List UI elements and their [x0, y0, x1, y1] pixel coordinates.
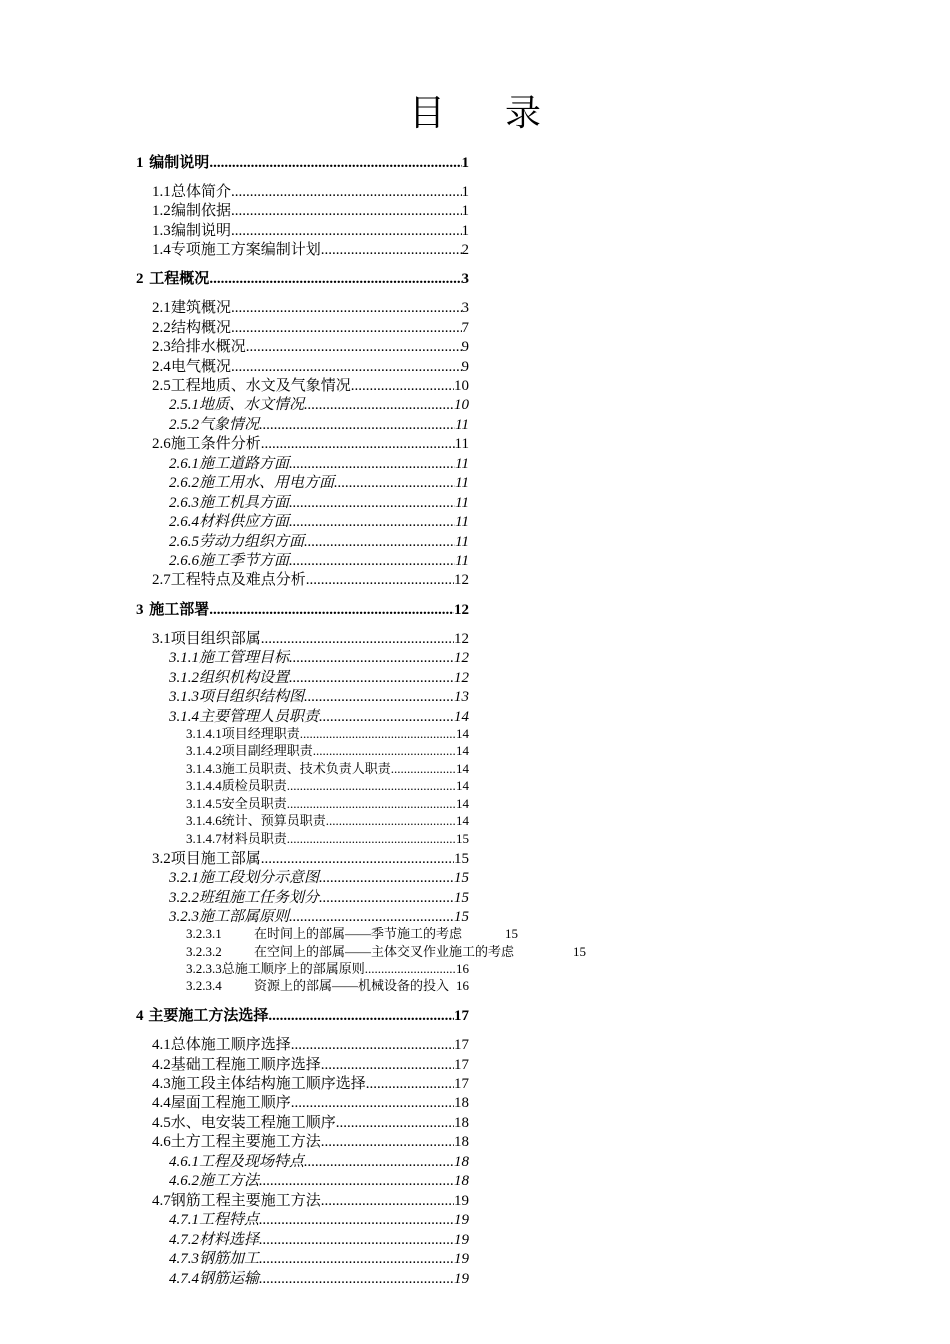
toc-entry-title: 在空间上的部属——主体交叉作业施工的考虑: [254, 944, 515, 959]
toc-entry-number: 1.3: [152, 223, 171, 239]
toc-entry-page: 18: [454, 1095, 469, 1111]
toc-entry-title: 总体施工顺序选择: [170, 1037, 291, 1053]
toc-entry-page: 1: [461, 223, 469, 239]
toc-entry-number: 4.2: [152, 1057, 171, 1073]
toc-entry-number: 1.4: [152, 242, 171, 258]
toc-entry-page: 15: [454, 890, 469, 906]
toc-entry[interactable]: [186, 975, 469, 994]
toc-entry[interactable]: [169, 452, 469, 473]
toc-entry-page: 13: [454, 689, 469, 705]
toc-entry-page: 18: [454, 1134, 469, 1150]
toc-entry[interactable]: [152, 180, 469, 201]
toc-entry-number: 3.2.3.4: [186, 978, 222, 993]
toc-entry[interactable]: [169, 1267, 469, 1288]
toc-entry-number: 3.2.3.3: [186, 961, 222, 976]
toc-entry-number: 3.2.3: [169, 909, 199, 925]
toc-entry-page: 16: [456, 978, 469, 993]
toc-entry-number: 1: [136, 155, 144, 171]
toc-entry-number: 2.1: [152, 300, 171, 316]
toc-entry[interactable]: [186, 740, 469, 759]
toc-entry[interactable]: [136, 1004, 469, 1025]
toc-entry-number: 2.6.1: [169, 456, 199, 472]
dot-leader: [231, 203, 462, 220]
toc-entry-title: 施工员职责、技术负责人职责: [221, 761, 391, 776]
toc-entry-number: 2.4: [152, 359, 171, 375]
toc-entry-number: 4.7: [152, 1193, 171, 1209]
toc-entry-title: 劳动力组织方面: [199, 534, 305, 550]
toc-entry-number: 3.2.1: [169, 870, 199, 886]
dot-leader: [268, 1008, 454, 1025]
toc-entry-title: 项目组织部属: [170, 631, 261, 647]
toc-entry[interactable]: [152, 1189, 469, 1210]
toc-entry-page: 12: [454, 670, 469, 686]
dot-leader: [289, 650, 454, 667]
toc-entry[interactable]: [152, 199, 469, 220]
toc-entry-page: 12: [454, 631, 469, 647]
toc-entry[interactable]: [136, 598, 469, 619]
toc-entry-title: 施工方法: [199, 1173, 260, 1189]
toc-entry-title: 土方工程主要施工方法: [170, 1134, 321, 1150]
toc-entry-title: 施工段主体结构施工顺序选择: [170, 1076, 366, 1092]
toc-entry-number: 4.4: [152, 1095, 171, 1111]
dot-leader: [321, 1134, 454, 1151]
toc-entry[interactable]: [169, 491, 469, 512]
toc-entry-title: 项目施工部属: [170, 851, 261, 867]
toc-entry-page: 9: [461, 339, 469, 355]
toc-entry-number: 2.6.2: [169, 475, 199, 491]
toc-entry-number: 3.1.4: [169, 709, 199, 725]
toc-entry-page: 12: [454, 572, 469, 588]
toc-entry-number: 2.2: [152, 320, 171, 336]
toc-entry-page: 14: [456, 761, 469, 776]
toc-entry-title: 地质、水文情况: [199, 397, 305, 413]
toc-entry[interactable]: [152, 238, 469, 259]
toc-entry-title: 项目经理职责: [221, 726, 300, 741]
toc-entry[interactable]: [152, 1111, 469, 1132]
toc-entry-page: 17: [454, 1037, 469, 1053]
toc-entry-title: 施工道路方面: [199, 456, 290, 472]
toc-title-char-2: 录: [505, 93, 542, 134]
toc-entry[interactable]: [186, 828, 469, 847]
toc-entry-page: 19: [454, 1271, 469, 1287]
toc-entry[interactable]: [169, 866, 469, 887]
toc-entry-number: 3.1.4.5: [186, 796, 222, 811]
toc-entry-title: 钢筋加工: [199, 1251, 260, 1267]
toc-entry-title: 施工用水、用电方面: [199, 475, 335, 491]
toc-entry[interactable]: [152, 1072, 469, 1093]
toc-entry-title: 工程特点: [199, 1212, 260, 1228]
toc-entry-page: 17: [454, 1008, 469, 1024]
toc-entry-title: 材料员职责: [221, 831, 287, 846]
toc-entry-page: 1: [461, 184, 469, 200]
toc-entry-title: 主要施工方法选择: [148, 1008, 269, 1024]
toc-entry[interactable]: [169, 666, 469, 687]
toc-entry-page: 14: [456, 813, 469, 828]
toc-entry-page: 15: [573, 944, 586, 959]
toc-entry[interactable]: [169, 1228, 469, 1249]
toc-entry-number: 2.7: [152, 572, 171, 588]
toc-entry-page: 3: [461, 300, 469, 316]
toc-entry-title: 钢筋运输: [199, 1271, 260, 1287]
toc-entry[interactable]: [152, 627, 469, 648]
dot-leader: [304, 689, 454, 706]
toc-entry-page: 19: [454, 1232, 469, 1248]
toc-entry-page: 11: [455, 534, 469, 550]
toc-entry-page: 10: [454, 397, 469, 413]
toc-entry[interactable]: [169, 393, 469, 414]
toc-entry-title: 专项施工方案编制计划: [170, 242, 321, 258]
toc-entry-number: 2.5: [152, 378, 171, 394]
toc-entry-page: 11: [455, 475, 469, 491]
dot-leader: [246, 339, 462, 356]
dot-leader: [306, 572, 454, 589]
dot-leader: [231, 300, 462, 317]
toc-entry-number: 3.2.3.1: [186, 926, 222, 941]
toc-entry-title: 施工部属原则: [199, 909, 290, 925]
dot-leader: [334, 475, 455, 492]
toc-entry-page: 2: [461, 242, 469, 258]
toc-entry-number: 3.1.1: [169, 650, 199, 666]
toc-entry[interactable]: [169, 1208, 469, 1229]
toc-entry-title: 资源上的部属——机械设备的投入: [254, 978, 450, 993]
toc-entry-page: 19: [454, 1251, 469, 1267]
toc-entry[interactable]: [152, 1053, 469, 1074]
toc-entry-page: 11: [455, 553, 469, 569]
toc-entry-page: 15: [456, 831, 469, 846]
toc-entry-page: 12: [454, 602, 469, 618]
toc-entry-page: 7: [461, 320, 469, 336]
dot-leader: [287, 831, 456, 847]
toc-entry-title: 工程及现场特点: [199, 1154, 305, 1170]
dot-leader: [259, 1173, 454, 1190]
toc-entry-page: 18: [454, 1173, 469, 1189]
toc-entry-number: 1.2: [152, 203, 171, 219]
toc-entry-page: 18: [454, 1154, 469, 1170]
toc-entry-title: 在时间上的部属——季节施工的考虑: [254, 926, 463, 941]
toc-entry-title: 气象情况: [199, 417, 260, 433]
toc-entry-number: 4.6.1: [169, 1154, 199, 1170]
toc-entry-number: 3.1.4.4: [186, 778, 222, 793]
toc-entry-title: 施工季节方面: [199, 553, 290, 569]
toc-entry[interactable]: [169, 413, 469, 434]
toc-entry-page: 12: [454, 650, 469, 666]
toc-entry-page: 19: [454, 1193, 469, 1209]
toc-entry-number: 2.5.1: [169, 397, 199, 413]
toc-entry[interactable]: [152, 1033, 469, 1054]
toc-entry-page: 11: [455, 514, 469, 530]
toc-entry[interactable]: [152, 568, 469, 589]
toc-entry-number: 4.7.2: [169, 1232, 199, 1248]
dot-leader: [291, 1037, 454, 1054]
toc-entry-page: 11: [455, 417, 469, 433]
toc-entry-number: 3.1.4.1: [186, 726, 222, 741]
toc-entry-page: 14: [456, 796, 469, 811]
toc-entry-number: 2.6.3: [169, 495, 199, 511]
toc-entry[interactable]: [169, 685, 469, 706]
toc-entry[interactable]: [136, 151, 469, 172]
toc-entry-page: 17: [454, 1057, 469, 1073]
toc-entry-title: 统计、预算员职责: [221, 813, 326, 828]
dot-leader: [261, 436, 455, 453]
toc-entry[interactable]: [186, 775, 469, 794]
dot-leader: [287, 778, 456, 794]
toc-entry-title: 材料供应方面: [199, 514, 290, 530]
toc-entry-number: 4.7.1: [169, 1212, 199, 1228]
toc-entry[interactable]: [169, 510, 469, 531]
dot-leader: [326, 813, 456, 829]
toc-entry-number: 4.7.4: [169, 1271, 199, 1287]
toc-entry[interactable]: [186, 810, 469, 829]
toc-entry-number: 2.6.5: [169, 534, 199, 550]
toc-entry-title: 总施工顺序上的部属原则: [221, 961, 365, 976]
toc-entry[interactable]: [152, 432, 469, 453]
toc-entry[interactable]: [186, 923, 518, 942]
toc-entry-number: 4: [136, 1008, 144, 1024]
toc-entry-page: 11: [455, 456, 469, 472]
toc-entry-title: 基础工程施工顺序选择: [170, 1057, 321, 1073]
toc-entry[interactable]: [152, 296, 469, 317]
toc-entry-number: 3.1.3: [169, 689, 199, 705]
toc-entry-number: 4.6: [152, 1134, 171, 1150]
dot-leader: [259, 1251, 454, 1268]
toc-entry-number: 2.3: [152, 339, 171, 355]
toc-entry[interactable]: [152, 219, 469, 240]
toc-entry[interactable]: [152, 335, 469, 356]
toc-entry-number: 3.1.4.3: [186, 761, 222, 776]
toc-entry-number: 3.2.2: [169, 890, 199, 906]
toc-entry[interactable]: [152, 316, 469, 337]
toc-entry-number: 2: [136, 271, 144, 287]
dot-leader: [319, 870, 454, 887]
toc-entry[interactable]: [169, 886, 469, 907]
toc-entry-page: 1: [461, 155, 469, 171]
toc-entry-title: 班组施工任务划分: [199, 890, 320, 906]
toc-entry-title: 编制说明: [149, 155, 210, 171]
toc-entry[interactable]: [152, 355, 469, 376]
toc-entry-title: 工程特点及难点分析: [170, 572, 306, 588]
toc-entry-page: 16: [456, 961, 469, 976]
dot-leader: [313, 743, 456, 759]
toc-entry-page: 14: [454, 709, 469, 725]
toc-entry-page: 19: [454, 1212, 469, 1228]
toc-entry-page: 11: [454, 436, 469, 452]
toc-entry-number: 2.6: [152, 436, 171, 452]
toc-entry[interactable]: [152, 374, 469, 395]
toc-entry-page: 1: [461, 203, 469, 219]
dot-leader: [209, 271, 461, 288]
toc-entry-title: 施工段划分示意图: [199, 870, 320, 886]
toc-entry-title: 质检员职责: [221, 778, 287, 793]
toc-entry[interactable]: [169, 1247, 469, 1268]
toc-entry-number: 3.1.4.6: [186, 813, 222, 828]
toc-entry[interactable]: [169, 530, 469, 551]
toc-entry-number: 4.5: [152, 1115, 171, 1131]
toc-entry-title: 编制依据: [170, 203, 231, 219]
toc-entry-number: 2.5.2: [169, 417, 199, 433]
toc-entry[interactable]: [169, 471, 469, 492]
toc-entry-page: 14: [456, 726, 469, 741]
toc-entry-number: 2.6.6: [169, 553, 199, 569]
toc-title-char-1: 目: [408, 93, 445, 134]
dot-leader: [259, 1271, 454, 1288]
toc-entry[interactable]: [169, 1150, 469, 1171]
dot-leader: [291, 1095, 454, 1112]
toc-entry[interactable]: [169, 646, 469, 667]
dot-leader: [289, 514, 455, 531]
toc-entry-number: 3.2.3.2: [186, 944, 222, 959]
toc-entry-page: 15: [454, 851, 469, 867]
toc-entry-title: 主要管理人员职责: [199, 709, 320, 725]
toc-entry-number: 2.6.4: [169, 514, 199, 530]
toc-entry-number: 3.2: [152, 851, 171, 867]
dot-leader: [304, 397, 454, 414]
dot-leader: [209, 602, 454, 619]
toc-entry-page: 14: [456, 778, 469, 793]
toc-entry-title: 组织机构设置: [199, 670, 290, 686]
toc-entry-title: 给排水概况: [170, 339, 246, 355]
toc-entry-page: 15: [454, 870, 469, 886]
toc-entry[interactable]: [136, 267, 469, 288]
toc-entry-title: 材料选择: [199, 1232, 260, 1248]
toc-entry-title: 施工部署: [149, 602, 210, 618]
toc-entry-number: 4.6.2: [169, 1173, 199, 1189]
toc-entry-page: 18: [454, 1115, 469, 1131]
toc-entry-page: 17: [454, 1076, 469, 1092]
toc-entry[interactable]: [152, 1091, 469, 1112]
toc-entry-number: 4.1: [152, 1037, 171, 1053]
toc-entry-title: 工程地质、水文及气象情况: [170, 378, 351, 394]
toc-entry-page: 10: [454, 378, 469, 394]
toc-entry-title: 安全员职责: [221, 796, 287, 811]
toc-entry[interactable]: [169, 549, 469, 570]
toc-entry[interactable]: [152, 847, 469, 868]
toc-entry-title: 施工条件分析: [170, 436, 261, 452]
toc-entry-title: 钢筋工程主要施工方法: [170, 1193, 321, 1209]
toc-entry-title: 施工机具方面: [199, 495, 290, 511]
toc-entry-number: 3: [136, 602, 144, 618]
toc-entry-number: 3.1.2: [169, 670, 199, 686]
toc-entry-title: 项目副经理职责: [221, 743, 313, 758]
toc-entry-page: 15: [454, 909, 469, 925]
toc-entry-number: 4.3: [152, 1076, 171, 1092]
toc-entry-number: 1.1: [152, 184, 171, 200]
toc-entry-title: 水、电安装工程施工顺序: [170, 1115, 336, 1131]
toc-entry-page: 9: [461, 359, 469, 375]
dot-leader: [321, 242, 462, 259]
toc-entry-title: 总体简介: [170, 184, 231, 200]
toc-entry[interactable]: [152, 1130, 469, 1151]
toc-entry-title: 项目组织结构图: [199, 689, 305, 705]
toc-entry-title: 屋面工程施工顺序: [170, 1095, 291, 1111]
toc-entry-page: 15: [505, 926, 518, 941]
dot-leader: [259, 1212, 454, 1229]
toc-entry-title: 工程概况: [149, 271, 210, 287]
toc-entry-title: 建筑概况: [170, 300, 231, 316]
toc-entry-number: 4.7.3: [169, 1251, 199, 1267]
toc-entry[interactable]: [169, 1169, 469, 1190]
toc-entry-number: 3.1.4.2: [186, 743, 222, 758]
toc-entry-title: 施工管理目标: [199, 650, 290, 666]
dot-leader: [209, 155, 461, 172]
toc-entry-title: 结构概况: [170, 320, 231, 336]
toc-entry-number: 3.1: [152, 631, 171, 647]
toc-entry-number: 3.1.4.7: [186, 831, 222, 846]
toc-entry-title: 电气概况: [170, 359, 231, 375]
toc-entry-page: 14: [456, 743, 469, 758]
toc-entry-page: 3: [461, 271, 469, 287]
toc-entry-title: 编制说明: [170, 223, 231, 239]
toc-entry-page: 11: [455, 495, 469, 511]
